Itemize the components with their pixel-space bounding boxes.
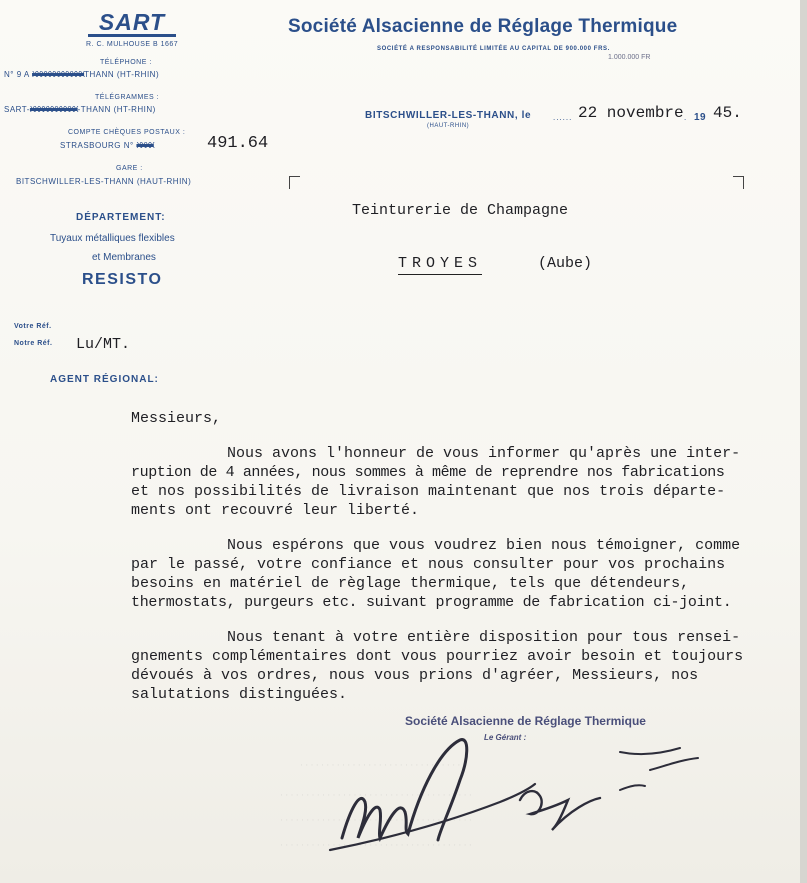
date-dots-2: . xyxy=(684,113,688,122)
department-line-1: Tuyaux métalliques flexibles xyxy=(50,233,175,244)
window-corner-left xyxy=(289,176,300,189)
bleed-through-text: · · · · · · · · · · · · · · · · · · · · · · · · · · · · · · · · · · · · · xyxy=(280,815,472,825)
telephone-prefix: N° 9 A xyxy=(4,70,33,79)
date-day-month: 22 novembre xyxy=(578,104,684,122)
paragraph-line: Nous tenant à votre entière disposition pour tous rensei- xyxy=(227,629,741,646)
notre-ref-label: Notre Réf. xyxy=(14,340,53,347)
department-line-2: et Membranes xyxy=(92,252,156,263)
telegram-line xyxy=(4,105,156,114)
gare-label: GARE : xyxy=(116,165,143,172)
signature-role: Le Gérant : xyxy=(484,733,527,742)
paragraph-line: gnements complémentaires dont vous pourriez avoir besoin et toujours xyxy=(131,648,744,665)
city-label: BITSCHWILLER-LES-THANN, le xyxy=(365,110,532,121)
notre-ref-value: Lu/MT. xyxy=(76,336,131,353)
paragraph-line: thermostats, purgeurs etc. suivant programme de fabrication ci-joint. xyxy=(131,594,732,611)
paragraph-line: par le passé, votre confiance et nous consulter pour vos prochains xyxy=(131,556,726,573)
paragraph-line: dévoués à vos ordres, nous vous prions d'agréer, Messieurs, nos xyxy=(131,667,699,684)
addressee-city: TROYES xyxy=(398,255,482,275)
company-logo: SART xyxy=(88,10,176,37)
salutation: Messieurs, xyxy=(131,410,222,427)
cheques-struck: XXXX xyxy=(136,141,154,150)
bleed-through-text: · · · · · · · · · · · · · · · · · · · · · · · · · · · · · · · · · · · · · xyxy=(280,790,472,800)
paragraph-line: besoins en matériel de règlage thermique, tels que détendeurs, xyxy=(131,575,690,592)
telegram-suffix: -THANN (HT-RHIN) xyxy=(77,105,156,114)
telegram-prefix: SART- xyxy=(4,105,30,114)
company-name: Société Alsacienne de Réglage Thermique xyxy=(288,16,678,37)
bleed-through-text: · · · · · · · · · · · · · · · · · · · · · · · · · · · · · · · xyxy=(300,760,461,770)
city-sub: (HAUT-RHIN) xyxy=(427,123,470,129)
department-label: DÉPARTEMENT: xyxy=(76,212,166,223)
handwritten-signature-icon xyxy=(320,730,740,880)
date-dots: ...... xyxy=(553,113,573,122)
cheques-line xyxy=(60,141,154,150)
votre-ref-label: Votre Réf. xyxy=(14,323,52,330)
telephone-line xyxy=(4,70,159,79)
paragraph-line: ruption de 4 années, nous sommes à même de reprendre nos fabrications xyxy=(131,464,725,481)
agent-label: AGENT RÉGIONAL: xyxy=(50,374,159,385)
cheques-label: COMPTE CHÈQUES POSTAUX : xyxy=(68,129,186,136)
telephone-suffix: THANN (HT-RHIN) xyxy=(84,70,160,79)
cheques-typed-number: 491.64 xyxy=(207,134,269,153)
signature-company-stamp: Société Alsacienne de Réglage Thermique xyxy=(405,714,646,728)
capital-stamp: 1.000.000 FR xyxy=(608,54,651,61)
rc-number: R. C. MULHOUSE B 1667 xyxy=(86,41,179,48)
paragraph-line: salutations distinguées. xyxy=(131,686,348,703)
paragraph-line: Nous avons l'honneur de vous informer qu'après une inter- xyxy=(227,445,741,462)
bleed-through-text: · · · · · · · · · · · · · · · · · · · · · · · · · · · · · · · · · · · · · xyxy=(280,840,472,850)
window-corner-right xyxy=(733,176,744,189)
telegram-label: TÉLÉGRAMMES : xyxy=(95,94,160,101)
paragraph-line: Nous espérons que vous voudrez bien nous témoigner, comme xyxy=(227,537,741,554)
date-year-suffix: 45. xyxy=(713,104,742,122)
gare-value: BITSCHWILLER-LES-THANN (HAUT-RHIN) xyxy=(16,177,192,186)
addressee-region: (Aube) xyxy=(538,255,593,272)
cheques-city: STRASBOURG N° xyxy=(60,141,137,150)
addressee-name: Teinturerie de Champagne xyxy=(352,202,569,219)
scan-edge xyxy=(800,0,807,883)
telephone-label: TÉLÉPHONE : xyxy=(100,59,152,66)
paragraph-line: ments ont recouvré leur liberté. xyxy=(131,502,420,519)
capital-line: SOCIÉTÉ A RESPONSABILITÉ LIMITÉE AU CAPITAL DE 900.000 FRS. xyxy=(377,46,610,52)
telegram-struck: XXXXXXXXXXX xyxy=(29,105,78,114)
department-brand: RESISTO xyxy=(82,271,163,288)
paragraph-line: et nos possibilités de livraison maintenant que nos trois départe- xyxy=(131,483,726,500)
date-year-prefix: 19 xyxy=(694,112,707,123)
telephone-struck: XXXXXXXXXXXX xyxy=(32,70,85,79)
